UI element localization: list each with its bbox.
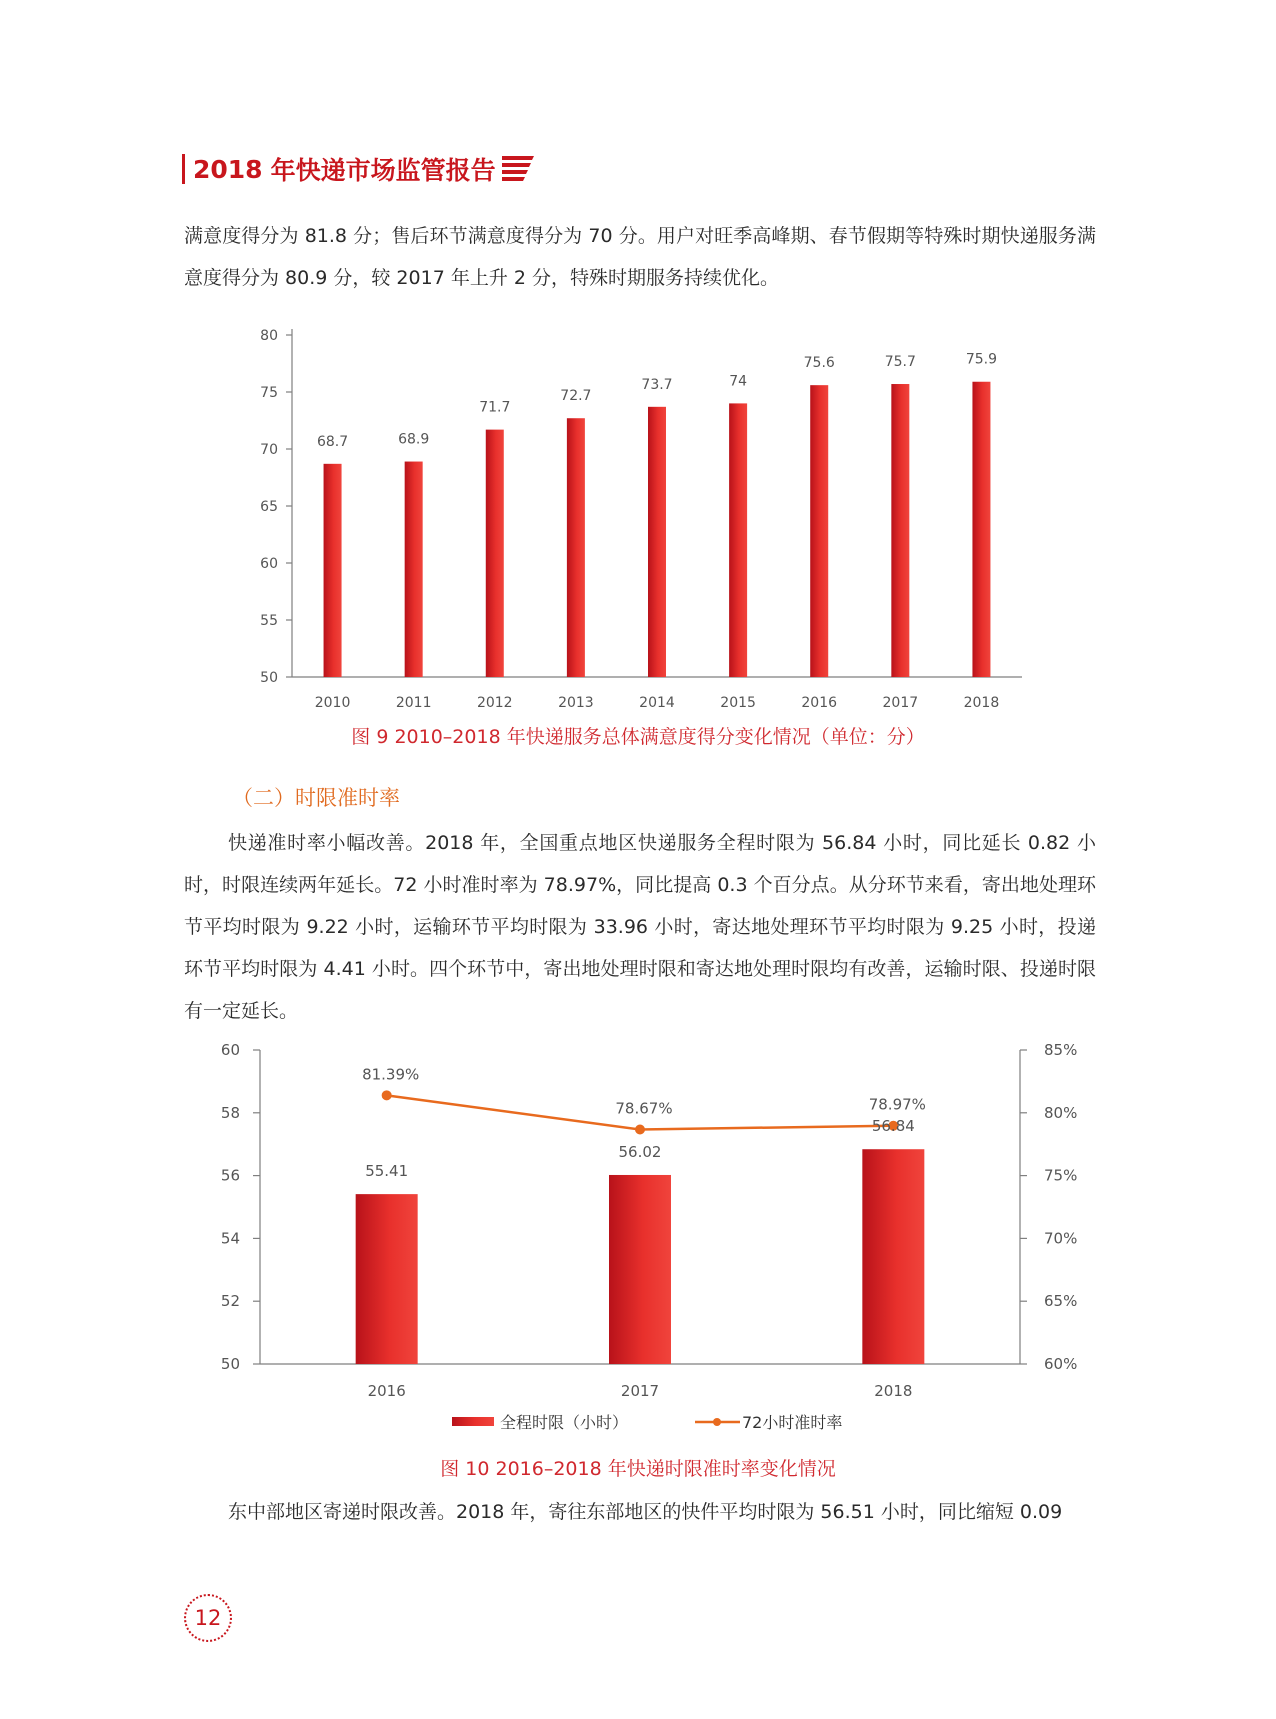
bar-value-label: 75.9	[965, 351, 998, 368]
bar-value-label: 71.7	[479, 399, 511, 416]
x-tick-label: 2016	[367, 1382, 406, 1400]
left-y-tick-label: 60	[220, 1041, 240, 1059]
page-number: 12	[184, 1594, 232, 1642]
left-y-tick-label: 52	[220, 1292, 240, 1311]
bar-2017	[891, 384, 909, 677]
bar-2018	[862, 1149, 924, 1364]
right-y-tick-label: 70%	[1044, 1229, 1078, 1248]
bar-value-label: 72.7	[560, 388, 592, 405]
bar-value-label: 73.7	[641, 376, 673, 393]
figure-9-caption: 图 9 2010–2018 年快递服务总体满意度得分变化情况（单位：分）	[351, 726, 925, 748]
legend-line-marker	[713, 1418, 721, 1426]
x-tick-label: 2015	[720, 695, 756, 711]
bar-2014	[648, 407, 666, 677]
bar-value-label: 68.7	[316, 433, 349, 450]
x-tick-label: 2017	[620, 1382, 660, 1400]
y-tick-label: 80	[260, 328, 278, 344]
left-y-tick-label: 50	[220, 1355, 240, 1373]
left-y-tick-label: 56	[220, 1166, 240, 1185]
paragraph-satisfaction: 满意度得分为 81.8 分；售后环节满意度得分为 70 分。用户对旺季高峰期、春节假期等特殊时期快递服务满意度得分为 80.9 分，较 2017 年上升 2 分，特殊时期服务持续优化。	[184, 225, 1096, 289]
right-y-tick-label: 85%	[1044, 1041, 1078, 1059]
right-y-tick-label: 80%	[1044, 1103, 1078, 1122]
x-tick-label: 2010	[314, 695, 351, 711]
bar-2011	[405, 462, 423, 677]
line-value-label: 78.67%	[615, 1099, 673, 1118]
ontime-rate-point	[635, 1125, 645, 1135]
x-tick-label: 2017	[882, 695, 919, 711]
x-tick-label: 2018	[874, 1382, 913, 1400]
x-tick-label: 2014	[639, 695, 675, 711]
line-value-label: 78.97%	[868, 1095, 926, 1114]
bar-value-label: 74	[729, 373, 748, 390]
figure-10-caption: 图 10 2016–2018 年快递时限准时率变化情况	[440, 1458, 836, 1480]
header-title: 年快递市场监管报告	[270, 156, 496, 185]
report-header	[182, 152, 534, 186]
bar-2017	[609, 1175, 671, 1364]
right-y-tick-label: 60%	[1044, 1355, 1078, 1373]
header-accent-bar	[182, 154, 185, 184]
left-y-tick-label: 54	[220, 1229, 240, 1248]
paragraph-regional: 东中部地区寄递时限改善。2018 年，寄往东部地区的快件平均时限为 56.51 小时，同比缩短 0.09	[228, 1501, 1063, 1523]
bar-value-label: 75.7	[884, 354, 916, 371]
bar-value-label: 56.02	[618, 1142, 662, 1161]
bar-2016	[810, 385, 828, 677]
y-tick-label: 55	[260, 613, 278, 629]
legend-line-label: 72小时准时率	[742, 1413, 843, 1432]
y-tick-label: 70	[260, 442, 278, 458]
bar-2010	[324, 464, 342, 677]
bar-2012	[486, 430, 504, 677]
bar-value-label: 55.41	[365, 1162, 409, 1181]
header-year: 2018	[193, 154, 263, 184]
header-stripes-logo	[502, 154, 534, 184]
bar-2013	[567, 418, 585, 677]
ontime-rate-point	[382, 1090, 392, 1100]
section-heading: （二）时限准时率	[232, 786, 400, 810]
bar-value-label: 75.6	[803, 355, 835, 372]
bar-2015	[729, 403, 747, 677]
bar-2018	[972, 382, 990, 677]
line-value-label: 81.39%	[362, 1065, 420, 1084]
right-y-tick-label: 75%	[1044, 1166, 1078, 1185]
x-tick-label: 2013	[558, 695, 594, 711]
bar-value-label: 56.84	[871, 1117, 915, 1136]
paragraph-timeliness: 快递准时率小幅改善。2018 年，全国重点地区快递服务全程时限为 56.84 小时，同比延长 0.82 小时，时限连续两年延长。72 小时准时率为 78.97%，同比提高 0.3 个百分点。从分环节来看，寄出地处理环节平均时限为 9.22 小时，运输环节平均时限为 33.96 小时，寄达地处理环节平均时限为 9.25 小时，投递环节平均时限为 4.41 小时。四个环节中，寄出地处理时限和寄达地处理时限均有改善，运输时限、投递时限有一定延长。	[184, 832, 1096, 1022]
bar-2016	[356, 1194, 418, 1364]
bar-value-label: 68.9	[398, 431, 430, 448]
x-tick-label: 2012	[476, 695, 513, 711]
right-y-tick-label: 65%	[1044, 1292, 1078, 1311]
y-tick-label: 75	[260, 385, 278, 401]
legend-bar-label: 全程时限（小时）	[500, 1413, 629, 1432]
left-y-tick-label: 58	[220, 1103, 240, 1122]
x-tick-label: 2018	[963, 695, 1000, 711]
timeliness-combo-chart	[200, 1035, 1100, 1435]
y-tick-label: 60	[260, 556, 278, 572]
legend-bar-swatch	[452, 1417, 494, 1426]
y-tick-label: 65	[260, 499, 278, 515]
y-tick-label: 50	[260, 670, 278, 686]
satisfaction-bar-chart	[230, 320, 1030, 720]
x-tick-label: 2011	[395, 695, 432, 711]
x-tick-label: 2016	[801, 695, 838, 711]
